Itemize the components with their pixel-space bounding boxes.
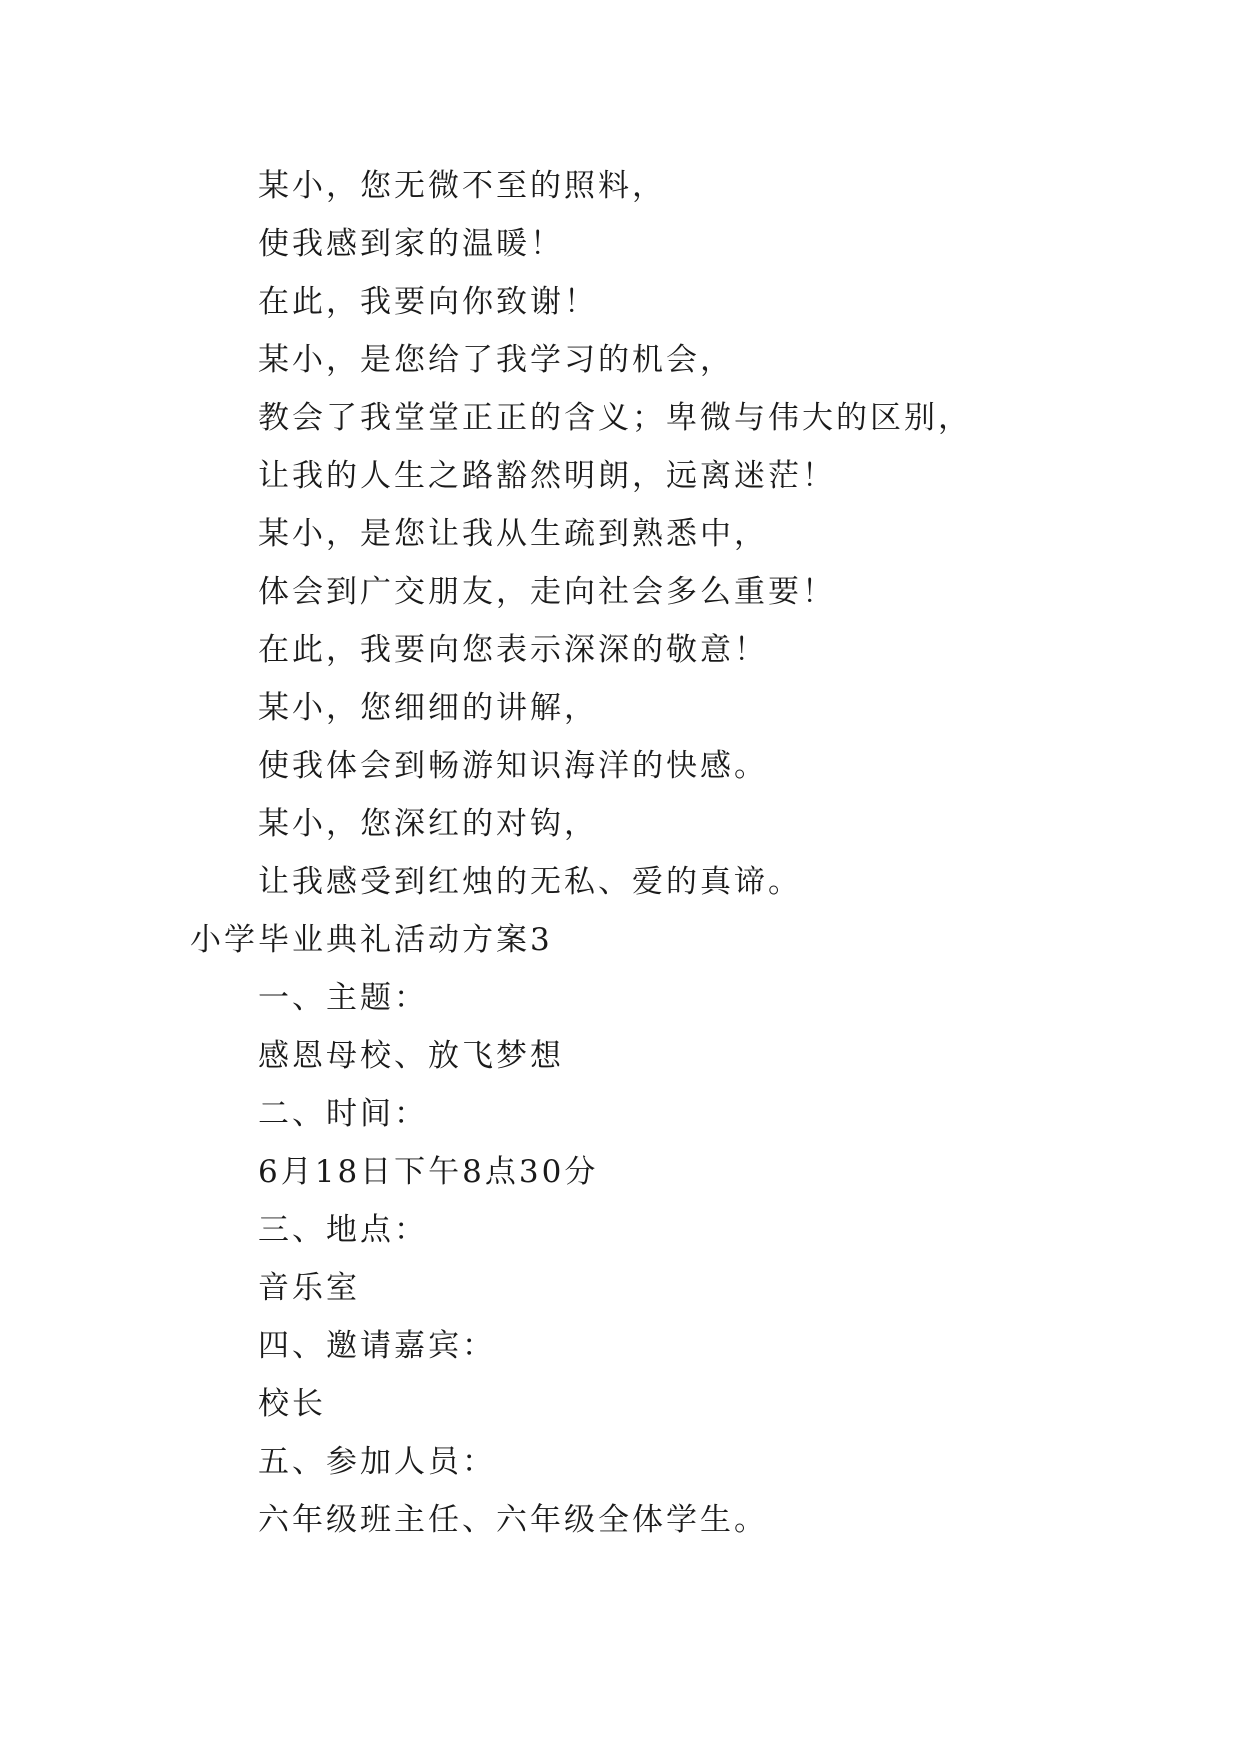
poem-line: 某小，是您让我从生疏到熟悉中，	[258, 516, 768, 552]
plan-line: 二、时间：	[258, 1096, 428, 1132]
poem-line: 让我感受到红烛的无私、爱的真谛。	[258, 864, 802, 900]
plan-line: 6月18日下午8点30分	[258, 1154, 599, 1190]
poem-line: 某小，您无微不至的照料，	[258, 168, 666, 204]
poem-line: 某小，您细细的讲解，	[258, 690, 598, 726]
plan-line: 感恩母校、放飞梦想	[258, 1038, 564, 1074]
plan-line: 一、主题：	[258, 980, 428, 1016]
poem-line: 教会了我堂堂正正的含义；卑微与伟大的区别，	[258, 400, 972, 436]
poem-line: 使我体会到畅游知识海洋的快感。	[258, 748, 768, 784]
plan-line: 三、地点：	[258, 1212, 428, 1248]
poem-line: 使我感到家的温暖！	[258, 226, 564, 262]
plan-line: 六年级班主任、六年级全体学生。	[258, 1502, 768, 1538]
poem-line: 在此，我要向你致谢！	[258, 284, 598, 320]
poem-line: 在此，我要向您表示深深的敬意！	[258, 632, 768, 668]
poem-line: 某小，是您给了我学习的机会，	[258, 342, 734, 378]
plan-line: 音乐室	[258, 1270, 360, 1306]
poem-line: 体会到广交朋友，走向社会多么重要！	[258, 574, 836, 610]
plan-line: 四、邀请嘉宾：	[258, 1328, 496, 1364]
plan-line: 校长	[258, 1386, 326, 1422]
plan-line: 五、参加人员：	[258, 1444, 496, 1480]
poem-line: 某小，您深红的对钩，	[258, 806, 598, 842]
poem-line: 让我的人生之路豁然明朗，远离迷茫！	[258, 458, 836, 494]
section-title: 小学毕业典礼活动方案3	[190, 922, 553, 958]
